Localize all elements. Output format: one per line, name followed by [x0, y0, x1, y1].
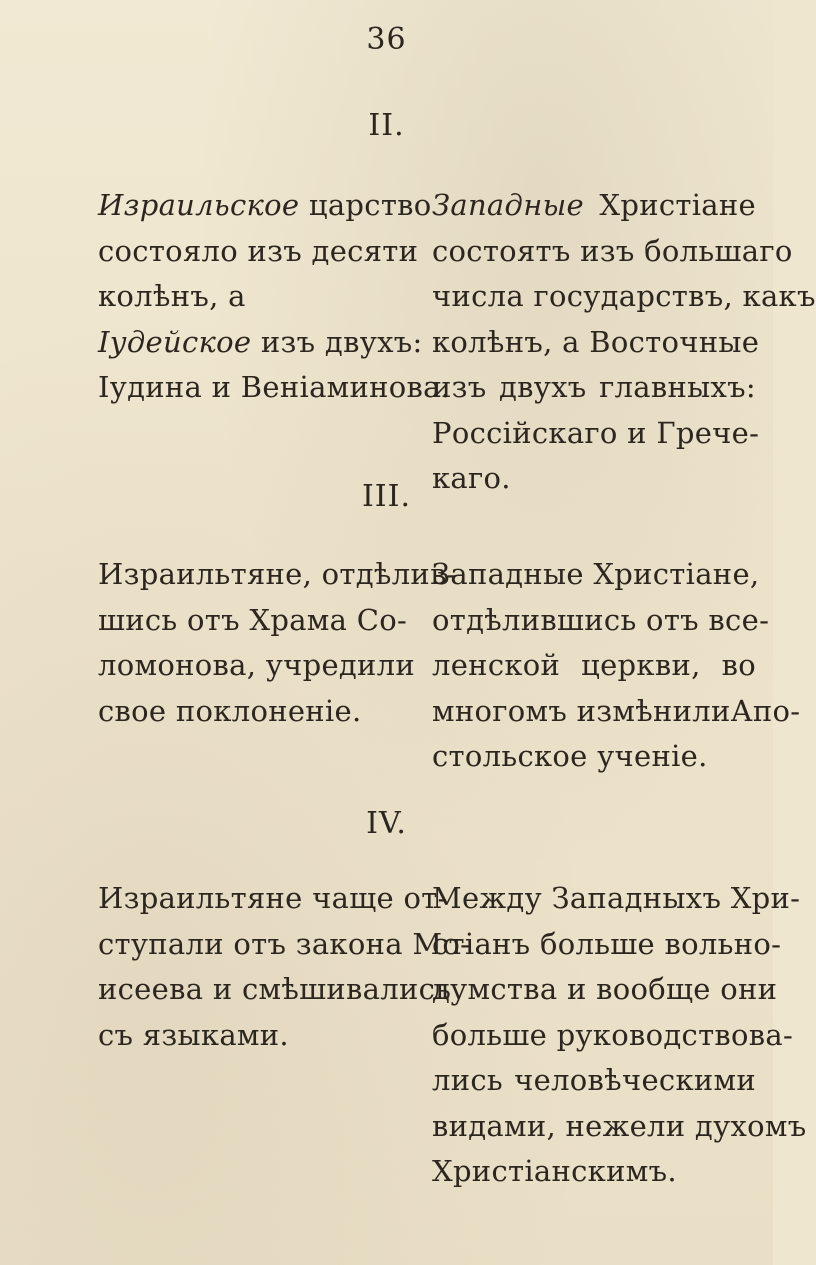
text-line: состояло изъ десяти	[98, 233, 419, 268]
text-line	[432, 183, 756, 229]
section-iv-left-column	[98, 876, 471, 1058]
text-line	[98, 320, 423, 366]
section-heading-iv: IV.	[366, 806, 407, 841]
line-text: Христіане	[584, 188, 756, 222]
text-line: многомъ измѣнилиАпо-	[432, 693, 801, 728]
italic-word: Іудейское	[98, 324, 252, 359]
text-line: состоятъ изъ большаго	[432, 233, 793, 268]
text-line: изъ двухъ главныхъ:	[432, 370, 756, 404]
section-heading-ii: II.	[368, 108, 405, 143]
text-line: свое поклоненіе.	[98, 693, 362, 728]
section-iii-left-column	[98, 552, 457, 734]
text-line: Между Западныхъ Хри-	[432, 881, 801, 915]
italic-word: Израильское	[98, 188, 300, 222]
text-line: исеева и смѣшивались	[98, 972, 452, 1006]
text-line: съ языками.	[98, 1017, 289, 1052]
section-ii-left-column	[98, 183, 451, 411]
section-ii-right-column	[432, 183, 816, 502]
text-line: Израильтяне, отдѣлив-	[98, 557, 457, 591]
italic-word: Западные	[432, 188, 584, 222]
text-line: стольское ученіе.	[432, 739, 708, 773]
section-iii-right-column	[432, 552, 801, 780]
text-line: стіанъ больше вольно-	[432, 926, 782, 961]
section-heading-iii: III.	[361, 479, 412, 514]
page-number: 36	[366, 22, 407, 57]
section-iv-right-column	[432, 876, 807, 1195]
text-line: ступали отъ закона Мо-	[98, 926, 471, 961]
text-line: каго.	[432, 461, 511, 495]
text-line: больше руководствова-	[432, 1017, 794, 1052]
text-line: колѣнъ, а	[98, 279, 246, 313]
text-line: Израильтяне чаще от-	[98, 881, 448, 915]
text-line: шись отъ Храма Со-	[98, 602, 408, 637]
text-line: видами, нежели духомъ	[432, 1108, 807, 1143]
text-line: Христіанскимъ.	[432, 1154, 677, 1188]
text-line: лись человѣческими	[432, 1063, 756, 1097]
text-line: отдѣлившись отъ все-	[432, 602, 770, 637]
text-line: ломонова, учредили	[98, 648, 416, 682]
line-text: изъ двухъ:	[251, 324, 423, 359]
text-line: колѣнъ, а Восточные	[432, 324, 760, 359]
text-line: ленской церкви, во	[432, 648, 756, 682]
text-line: Россійскаго и Грече-	[432, 415, 760, 450]
text-line: думства и вообще они	[432, 972, 778, 1006]
text-line: Іудина и Веніаминова.	[98, 370, 451, 404]
line-text: царство	[299, 188, 432, 222]
text-line: числа государствъ, какъ	[432, 279, 816, 313]
text-line	[98, 183, 432, 229]
text-line: Западные Христіане,	[432, 557, 760, 591]
